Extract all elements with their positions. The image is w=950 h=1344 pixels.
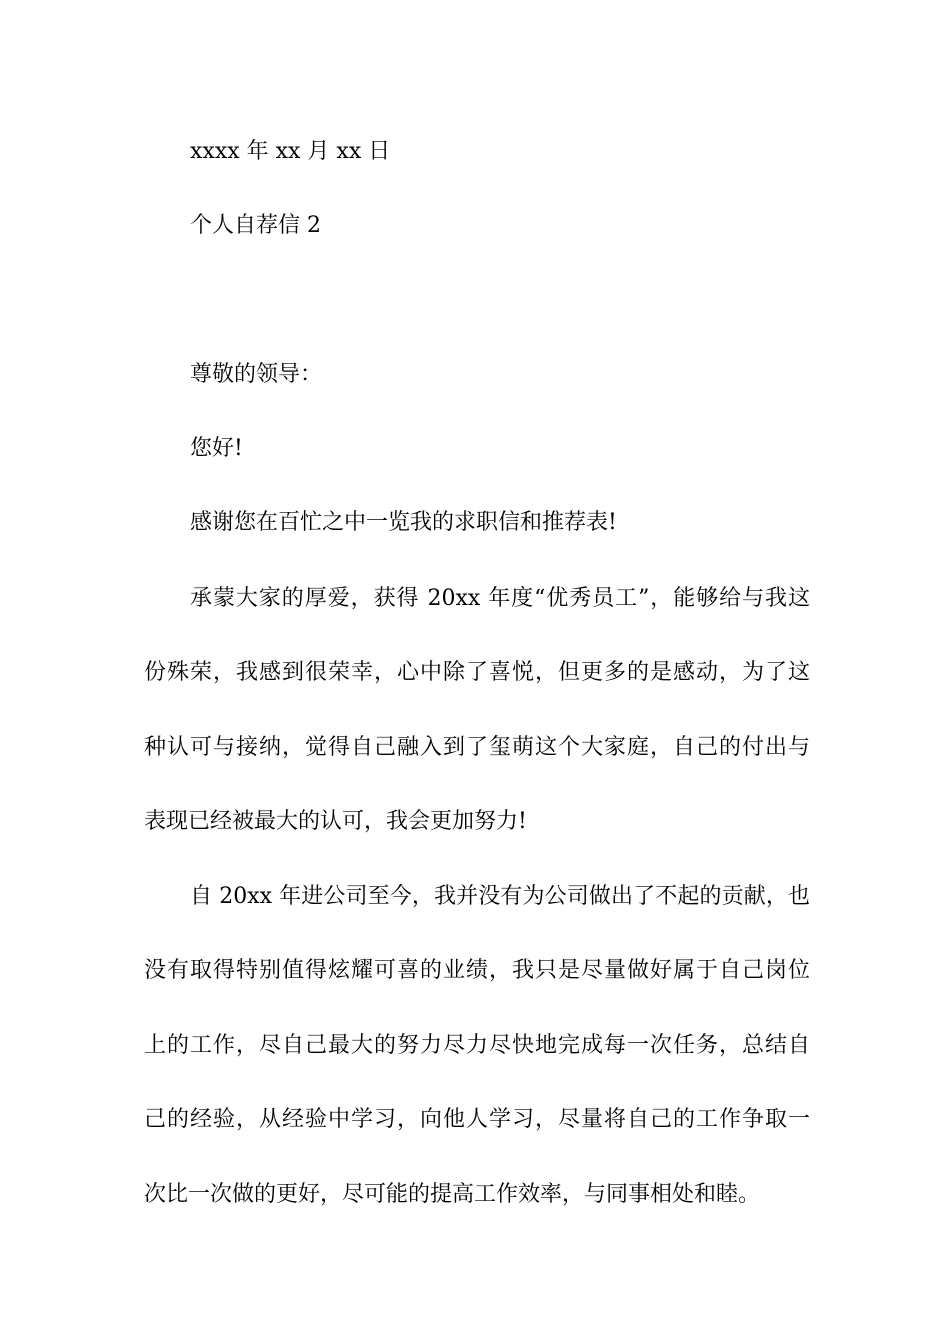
paragraph-honor-line-3: 种认可与接纳，觉得自己融入到了玺萌这个大家庭，自己的付出与: [144, 735, 810, 760]
letter-heading: 个人自荐信 2: [190, 213, 321, 238]
paragraph-work-line-4: 己的经验，从经验中学习，向他人学习，尽量将自己的工作争取一: [144, 1107, 810, 1132]
paragraph-work-line-3: 上的工作，尽自己最大的努力尽力尽快地完成每一次任务，总结自: [144, 1033, 810, 1058]
paragraph-work-line-2: 没有取得特别值得炫耀可喜的业绩，我只是尽量做好属于自己岗位: [144, 958, 810, 983]
greeting: 您好!: [190, 436, 243, 461]
paragraph-honor-line-2: 份殊荣，我感到很荣幸，心中除了喜悦，但更多的是感动，为了这: [144, 660, 810, 685]
paragraph-work-line-5: 次比一次做的更好，尽可能的提高工作效率，与同事相处和睦。: [144, 1182, 761, 1207]
paragraph-thanks: 感谢您在百忙之中一览我的求职信和推荐表!: [190, 510, 617, 535]
date-line: xxxx 年 xx 月 xx 日: [190, 139, 391, 164]
paragraph-honor-line-1: 承蒙大家的厚爱，获得 20xx 年度“优秀员工”，能够给与我这: [190, 586, 810, 611]
salutation: 尊敬的领导：: [190, 362, 323, 387]
paragraph-work-line-1: 自 20xx 年进公司至今，我并没有为公司做出了不起的贡献，也: [190, 884, 810, 909]
paragraph-honor-line-4: 表现已经被最大的认可，我会更加努力!: [144, 809, 527, 834]
